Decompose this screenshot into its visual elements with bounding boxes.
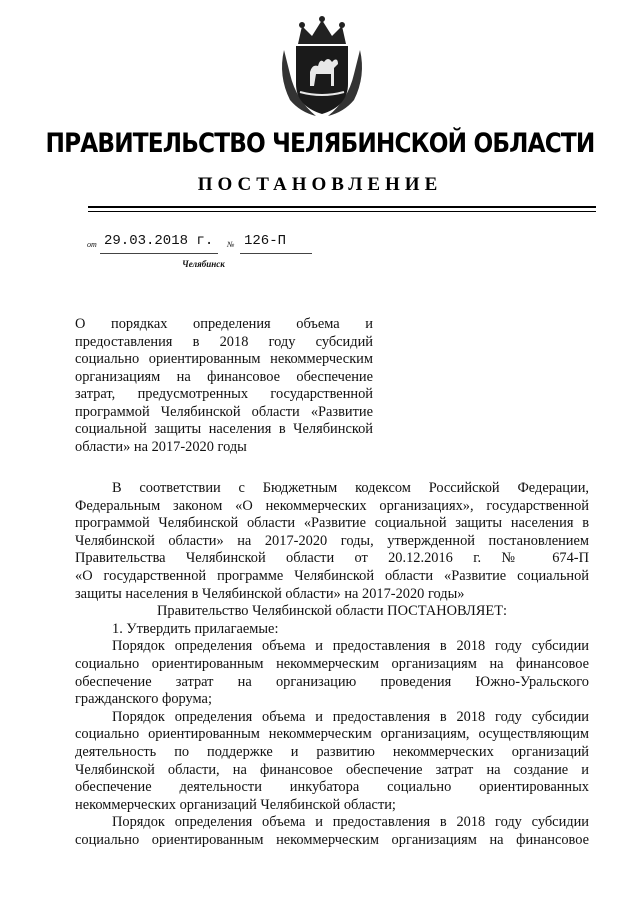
body-line: Порядок определения объема и предоставления в 2018 году субсидии <box>112 708 589 725</box>
subject-text: О порядках определения объема и предоставления в 2018 году субсидий социально ориентированным некоммерческим организациям на финансовое обеспечение затрат, предусмотренных государственной программой Челябинской области «Развитие социальной защиты населения в Челябинской области» на 2017-2020 годы <box>75 316 373 455</box>
document-subject <box>75 316 373 456</box>
date-underline <box>100 253 218 254</box>
city-name: Челябинск <box>182 259 225 269</box>
body-line: гражданского форума; <box>75 691 212 708</box>
document-body <box>75 480 589 849</box>
number-prefix: № <box>227 240 235 249</box>
body-line: деятельность по поддержке и развитию некоммерческих организаций <box>75 743 589 760</box>
body-line: Порядок определения объема и предоставления в 2018 году субсидии <box>112 638 589 655</box>
body-line: Челябинской области, на финансовое обеспечение затрат на создание и <box>75 761 589 778</box>
header-rule-thin <box>88 211 596 212</box>
body-line: Правительства Челябинской области от 20.12.2016 г. № 674-П <box>75 550 589 567</box>
body-line: обеспечение деятельности инкубатора социально ориентированных <box>75 779 589 796</box>
body-line: социально ориентированным некоммерческим организациям на финансовое <box>75 831 589 848</box>
body-line: Федеральным законом «О некоммерческих организациях», государственной <box>75 497 589 514</box>
body-line: защиты населения в Челябинской области» на 2017-2020 годы» <box>75 585 465 602</box>
body-line: Правительство Челябинской области ПОСТАНОВЛЯЕТ: <box>157 603 507 620</box>
body-line: социально ориентированным некоммерческим организациям на финансовое <box>75 655 589 672</box>
number-underline <box>240 253 312 254</box>
body-line: Челябинской области» на 2017-2020 годы, утвержденной постановлением <box>75 532 589 549</box>
body-line: обеспечение затрат на организацию проведения Южно-Уральского <box>75 673 589 690</box>
body-line: социально ориентированным некоммерческим организациям, осуществляющим <box>75 726 589 743</box>
body-line: программой Челябинской области «Развитие социальной защиты населения в <box>75 515 589 532</box>
coat-of-arms-icon <box>276 14 368 118</box>
date-prefix: от <box>87 240 97 249</box>
document-date: 29.03.2018 г. <box>104 233 214 249</box>
header-rule-thick <box>88 206 596 208</box>
body-line: некоммерческих организаций Челябинской области; <box>75 796 396 813</box>
government-title: ПРАВИТЕЛЬСТВО ЧЕЛЯБИНСКОЙ ОБЛАСТИ <box>45 128 595 159</box>
body-line: «О государственной программе Челябинской области «Развитие социальной <box>75 567 589 584</box>
body-line: Порядок определения объема и предоставления в 2018 году субсидии <box>112 814 589 831</box>
body-line: В соответствии с Бюджетным кодексом Российской Федерации, <box>112 480 589 496</box>
document-number: 126-П <box>244 233 287 249</box>
document-type: ПОСТАНОВЛЕНИЕ <box>197 174 443 195</box>
body-line: 1. Утвердить прилагаемые: <box>112 620 279 637</box>
